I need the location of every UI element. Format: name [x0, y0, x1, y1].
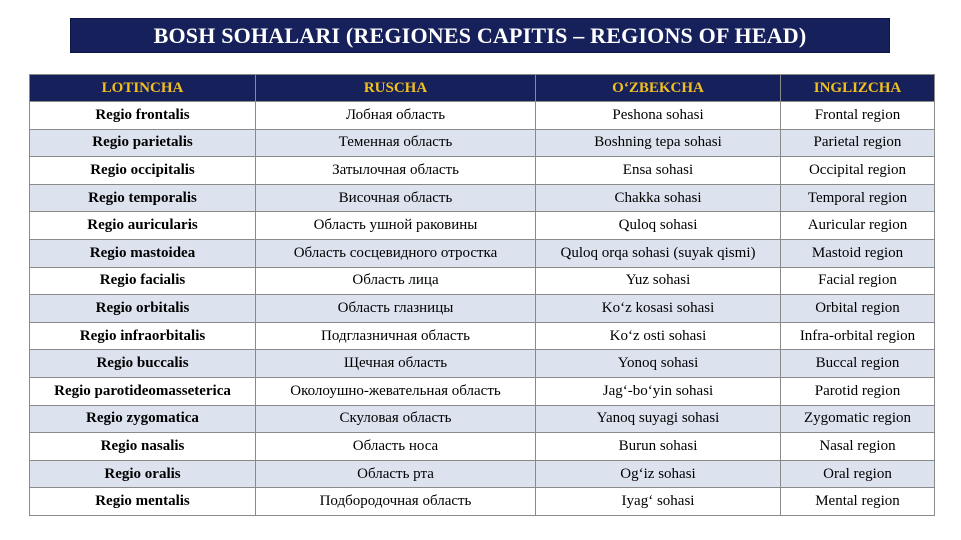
- cell-latin: Regio mentalis: [30, 488, 256, 516]
- cell-russian: Затылочная область: [256, 157, 536, 185]
- table-row: [30, 239, 935, 267]
- table-row: [30, 350, 935, 378]
- table-row: [30, 267, 935, 295]
- cell-russian: Щечная область: [256, 350, 536, 378]
- cell-russian: Область сосцевидного отростка: [256, 239, 536, 267]
- cell-latin: Regio orbitalis: [30, 295, 256, 323]
- column-header-uzbek: O‘ZBEKCHA: [536, 75, 781, 102]
- cell-russian: Область глазницы: [256, 295, 536, 323]
- cell-uzbek: Burun sohasi: [536, 433, 781, 461]
- cell-english: Auricular region: [781, 212, 935, 240]
- cell-english: Parotid region: [781, 377, 935, 405]
- cell-uzbek: Yonoq sohasi: [536, 350, 781, 378]
- cell-latin: Regio parietalis: [30, 129, 256, 157]
- cell-latin: Regio temporalis: [30, 184, 256, 212]
- cell-russian: Височная область: [256, 184, 536, 212]
- cell-english: Occipital region: [781, 157, 935, 185]
- cell-russian: Теменная область: [256, 129, 536, 157]
- table-row: [30, 322, 935, 350]
- cell-english: Infra-orbital region: [781, 322, 935, 350]
- cell-latin: Regio infraorbitalis: [30, 322, 256, 350]
- cell-russian: Лобная область: [256, 102, 536, 130]
- cell-uzbek: Og‘iz sohasi: [536, 460, 781, 488]
- cell-russian: Околоушно-жевательная область: [256, 377, 536, 405]
- cell-russian: Область носа: [256, 433, 536, 461]
- cell-english: Nasal region: [781, 433, 935, 461]
- table-row: [30, 377, 935, 405]
- column-header-russian: RUSCHA: [256, 75, 536, 102]
- cell-latin: Regio parotideomasseterica: [30, 377, 256, 405]
- table-row: [30, 157, 935, 185]
- cell-english: Zygomatic region: [781, 405, 935, 433]
- cell-english: Buccal region: [781, 350, 935, 378]
- cell-uzbek: Jag‘-bo‘yin sohasi: [536, 377, 781, 405]
- cell-english: Oral region: [781, 460, 935, 488]
- cell-uzbek: Iyag‘ sohasi: [536, 488, 781, 516]
- cell-uzbek: Boshning tepa sohasi: [536, 129, 781, 157]
- cell-uzbek: Ko‘z osti sohasi: [536, 322, 781, 350]
- table-header: [30, 75, 935, 102]
- header-row: [30, 75, 935, 102]
- table-row: [30, 488, 935, 516]
- column-header-english: INGLIZCHA: [781, 75, 935, 102]
- cell-russian: Область ушной раковины: [256, 212, 536, 240]
- cell-latin: Regio buccalis: [30, 350, 256, 378]
- cell-russian: Область лица: [256, 267, 536, 295]
- cell-uzbek: Yanoq suyagi sohasi: [536, 405, 781, 433]
- cell-uzbek: Quloq orqa sohasi (suyak qismi): [536, 239, 781, 267]
- table-row: [30, 433, 935, 461]
- cell-uzbek: Peshona sohasi: [536, 102, 781, 130]
- table-row: [30, 405, 935, 433]
- table-row: [30, 212, 935, 240]
- cell-latin: Regio occipitalis: [30, 157, 256, 185]
- cell-english: Facial region: [781, 267, 935, 295]
- cell-russian: Скуловая область: [256, 405, 536, 433]
- cell-english: Frontal region: [781, 102, 935, 130]
- table-body: [30, 102, 935, 516]
- cell-uzbek: Chakka sohasi: [536, 184, 781, 212]
- cell-english: Orbital region: [781, 295, 935, 323]
- column-header-latin: LOTINCHA: [30, 75, 256, 102]
- table-row: [30, 129, 935, 157]
- cell-russian: Подбородочная область: [256, 488, 536, 516]
- cell-russian: Область рта: [256, 460, 536, 488]
- cell-russian: Подглазничная область: [256, 322, 536, 350]
- cell-latin: Regio facialis: [30, 267, 256, 295]
- cell-uzbek: Ensa sohasi: [536, 157, 781, 185]
- cell-english: Temporal region: [781, 184, 935, 212]
- table-row: [30, 460, 935, 488]
- cell-latin: Regio nasalis: [30, 433, 256, 461]
- cell-english: Parietal region: [781, 129, 935, 157]
- cell-latin: Regio zygomatica: [30, 405, 256, 433]
- cell-english: Mental region: [781, 488, 935, 516]
- cell-latin: Regio frontalis: [30, 102, 256, 130]
- cell-latin: Regio auricularis: [30, 212, 256, 240]
- table-row: [30, 102, 935, 130]
- regions-table: [29, 74, 935, 516]
- cell-uzbek: Quloq sohasi: [536, 212, 781, 240]
- cell-english: Mastoid region: [781, 239, 935, 267]
- table-row: [30, 295, 935, 323]
- table-row: [30, 184, 935, 212]
- cell-uzbek: Ko‘z kosasi sohasi: [536, 295, 781, 323]
- cell-latin: Regio mastoidea: [30, 239, 256, 267]
- cell-uzbek: Yuz sohasi: [536, 267, 781, 295]
- cell-latin: Regio oralis: [30, 460, 256, 488]
- page-title: BOSH SOHALARI (REGIONES CAPITIS – REGIONS OF HEAD): [70, 18, 890, 53]
